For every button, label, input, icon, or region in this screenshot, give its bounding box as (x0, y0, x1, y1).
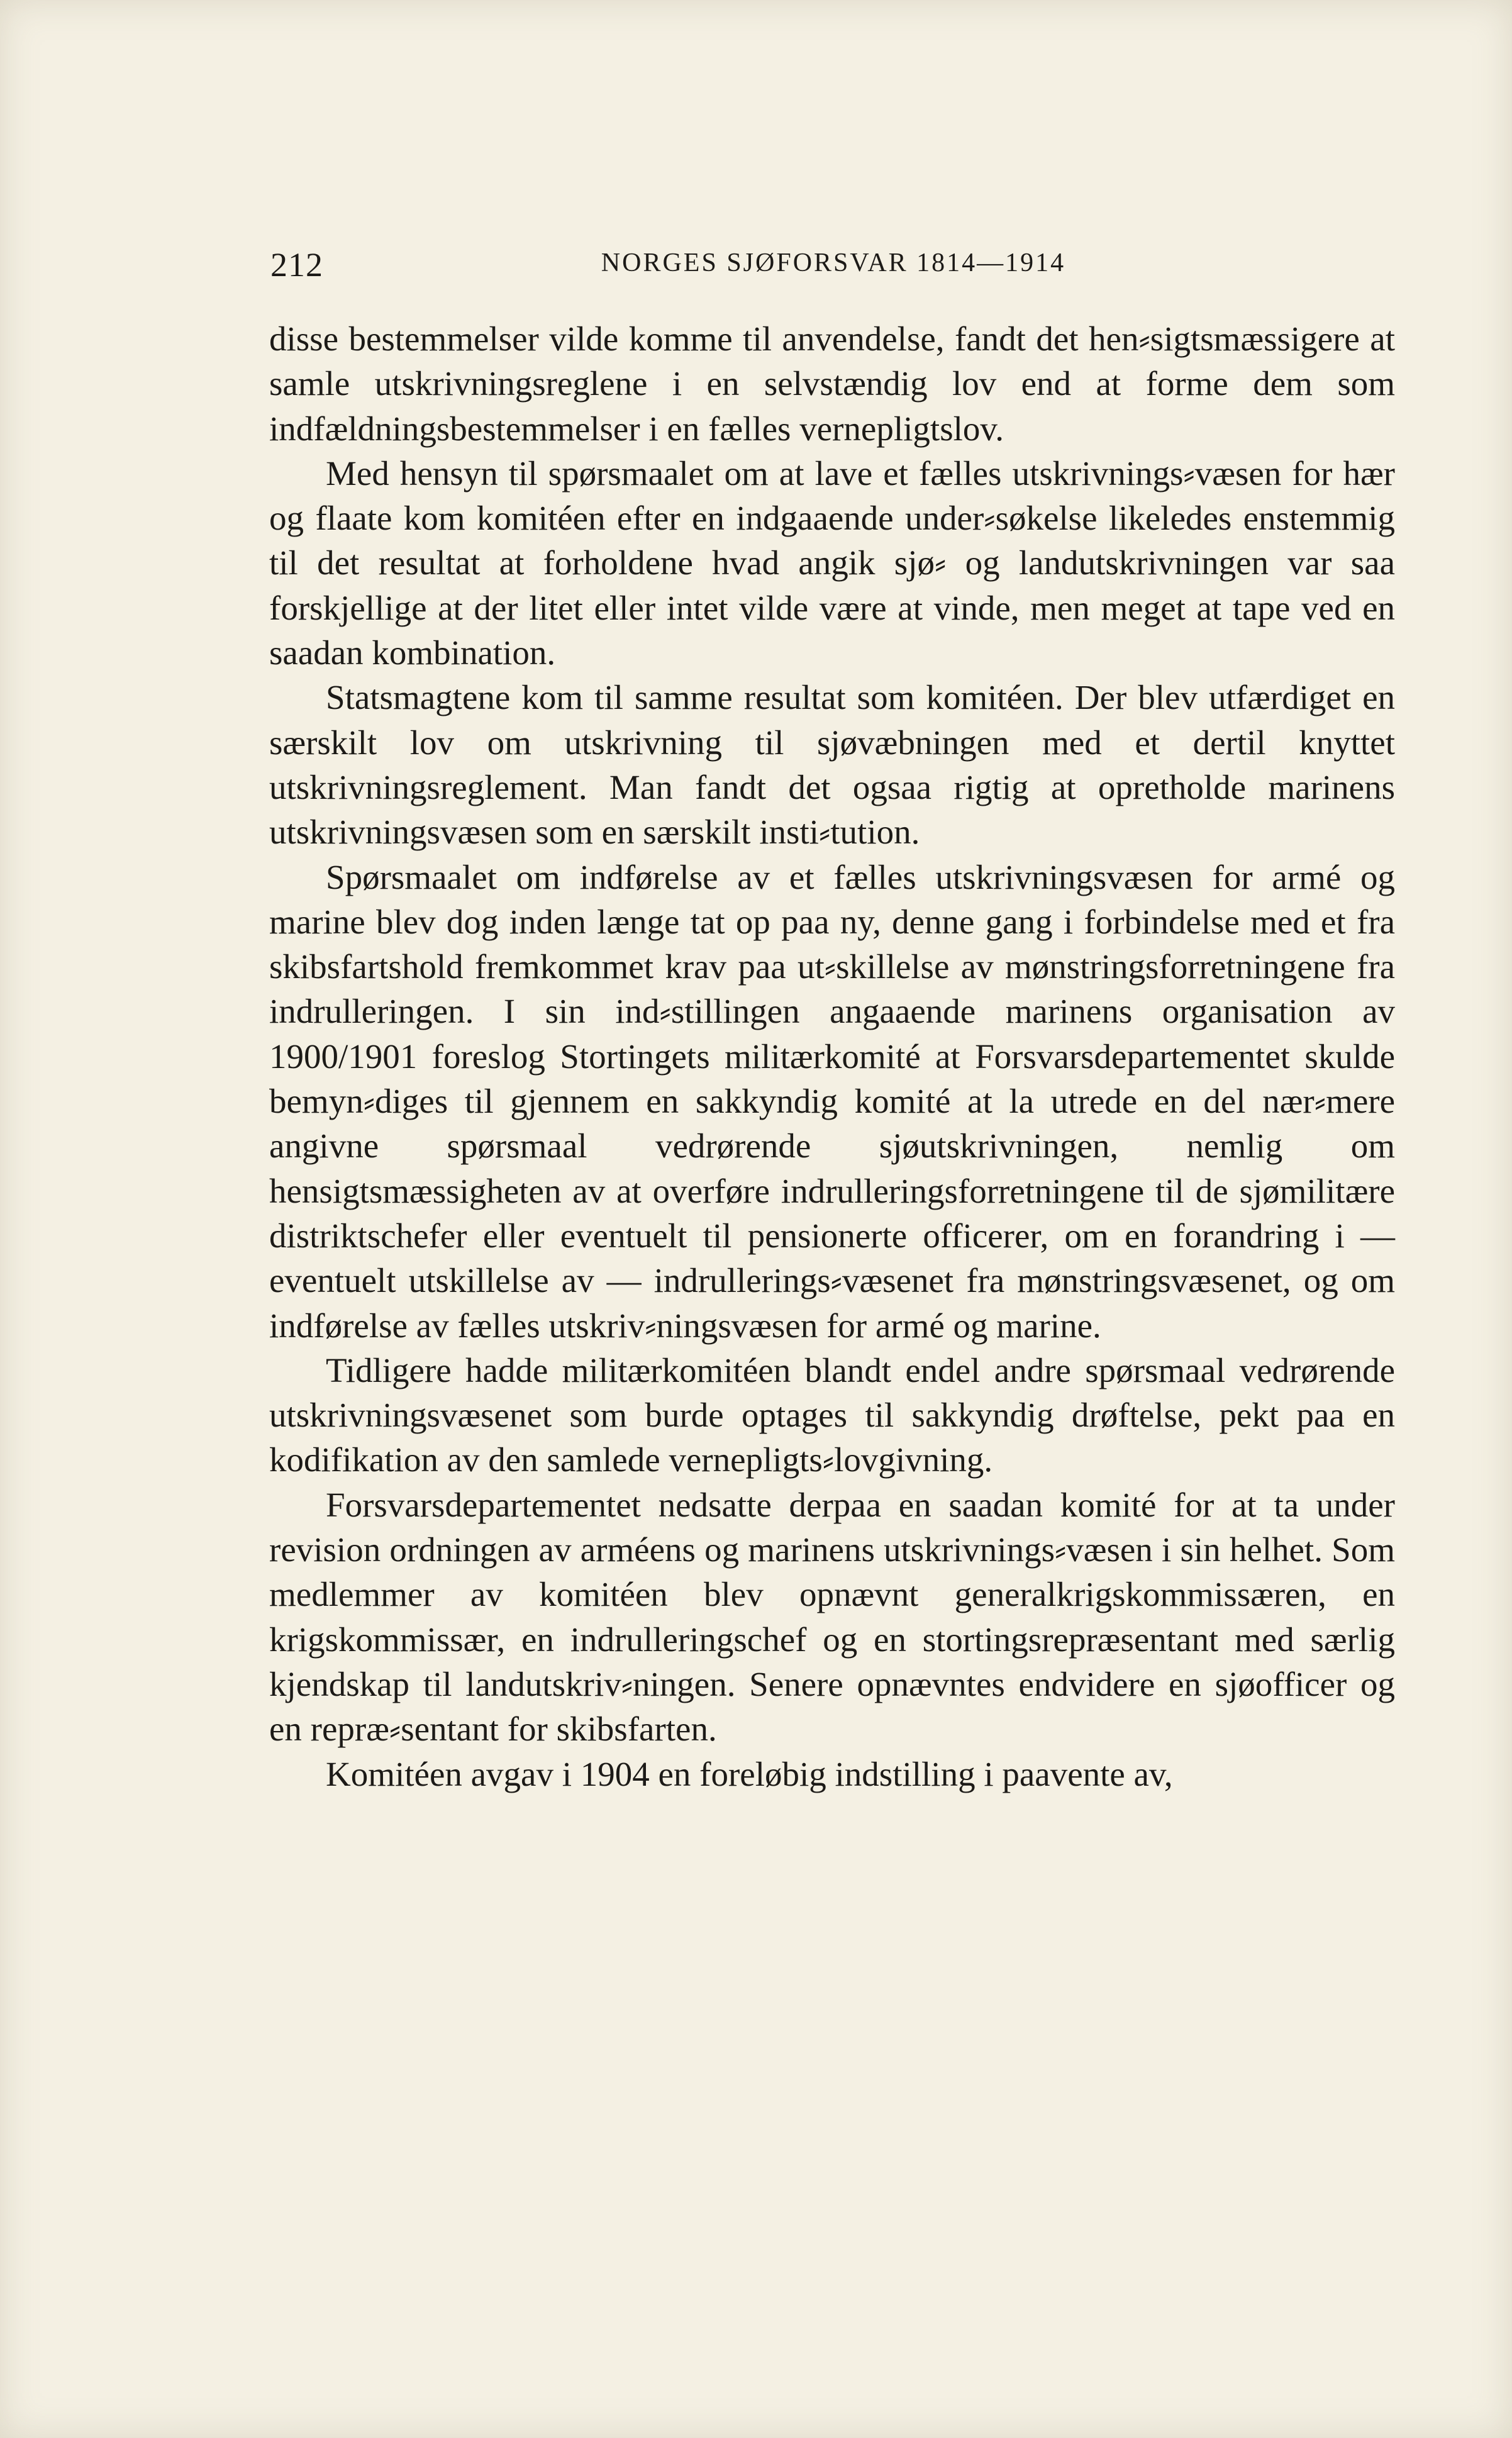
paragraph-last: Komitéen avgav i 1904 en foreløbig indstilling i paavente av, (326, 1754, 1173, 1793)
page-number: 212 (270, 246, 323, 284)
paragraph: Med hensyn til spørsmaalet om at lave et fælles utskrivnings⸗væsen for hær og flaate kom komitéen efter en indgaaende under⸗søkelse likeledes enstemmig til det resultat at forholdene hvad angik sjø⸗ og landutskrivningen var saa forskjellige at der litet eller intet vilde være at vinde, men meget at tape ved en saadan kombination. (269, 454, 1395, 672)
paragraph: Spørsmaalet om indførelse av et fælles utskrivningsvæsen for armé og marine blev dog inden længe tat op paa ny, denne gang i forbindelse med et fra skibsfartshold fremkommet krav paa ut⸗skillelse av mønstringsforretningene fra indrulleringen. I sin ind⸗stillingen angaaende marinens organisation av 1900/1901 foreslog Stortingets militærkomité at Forsvarsdepartementet skulde bemyn⸗diges til gjennem en sakkyndig komité at la utrede en del nær⸗mere angivne spørsmaal vedrørende sjøutskrivningen, nemlig om hensigtsmæssigheten av at overføre indrulleringsforretningene til de sjømilitære distriktschefer eller eventuelt til pensionerte officerer, om en forandring i — eventuelt utskillelse av — indrullerings⸗væsenet fra mønstringsvæsenet, og om indførelse av fælles utskriv⸗ningsvæsen for armé og marine. (269, 857, 1395, 1345)
body-text (269, 316, 1395, 1796)
paragraph: Forsvarsdepartementet nedsatte derpaa en saadan komité for at ta under revision ordningen av arméens og marinens utskrivnings⸗væsen i sin helhet. Som medlemmer av komitéen blev opnævnt generalkrigskommissæren, en krigskommissær, en indrulleringschef og en stortingsrepræsentant med særlig kjendskap til landutskriv⸗ningen. Senere opnævntes endvidere en sjøofficer og en repræ⸗sentant for skibsfarten. (269, 1485, 1395, 1749)
running-title: NORGES SJØFORSVAR 1814—1914 (601, 248, 1066, 277)
paragraph: Statsmagtene kom til samme resultat som komitéen. Der blev utfærdiget en særskilt lov om utskrivning til sjøvæbningen med et dertil knyttet utskrivningsreglement. Man fandt det ogsaa rigtig at opretholde marinens utskrivningsvæsen som en særskilt insti⸗tution. (269, 678, 1395, 852)
page-header (270, 239, 1396, 296)
paragraph-continuation: disse bestemmelser vilde komme til anvendelse, fandt det hen⸗sigtsmæssigere at samle utskrivningsreglene i en selvstændig lov end at forme dem som indfældningsbestemmelser i en fælles vernepligtslov. (269, 320, 1395, 448)
paragraph: Tidligere hadde militærkomitéen blandt endel andre spørsmaal vedrørende utskrivningsvæsenet som burde optages til sakkyndig drøftelse, pekt paa en kodifikation av den samlede vernepligts⸗lovgivning. (269, 1350, 1395, 1479)
